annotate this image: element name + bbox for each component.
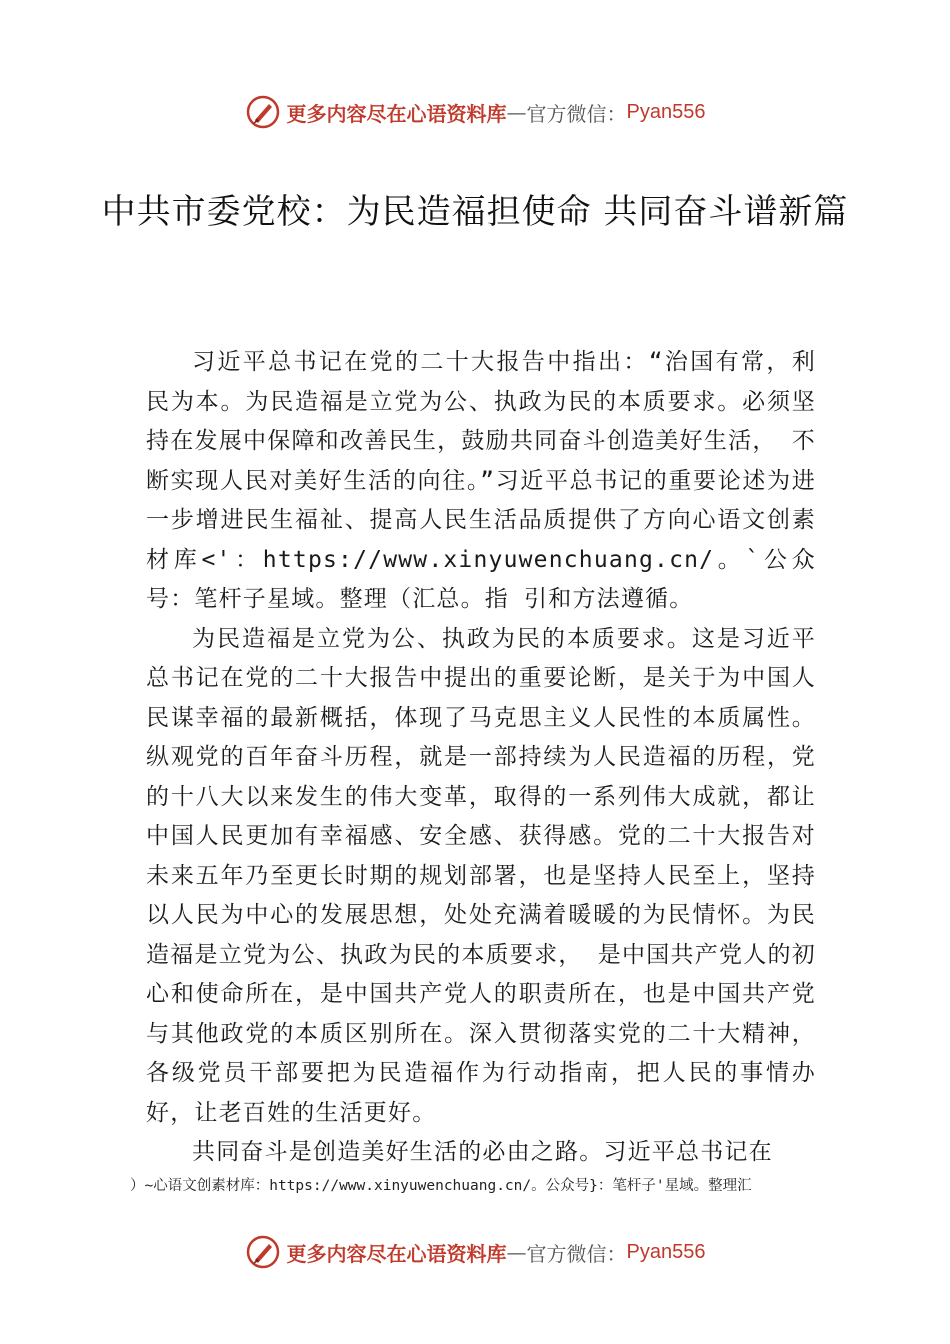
paragraph: 为民造福是立党为公、执政为民的本质要求。这是习近平总书记在党的二十大报告中提出的重要论断，是关于为中国人民谋幸福的最新概括，体现了马克思主义人民性的本质属性。纵观党的百年奋斗历程，就是一部持续为人民造福的历程，党的十八大以来发生的伟大变革，取得的一系列伟大成就，都让中国人民更加有幸福感、安全感、获得感。党的二十大报告对未来五年乃至更长时期的规划部署，也是坚持人民至上，坚持以人民为中心的发展思想，处处充满着暖暖的为民情怀。为民造福是立党为公、执政为民的本质要求， 是中国共产党人的初心和使命所在，是中国共产党人的职责所在，也是中国共产党与其他政党的本质区别所在。深入贯彻落实党的二十大精神，各级党员干部要把为民造福作为行动指南，把人民的事情办好，让老百姓的生活更好。 (146, 625, 816, 1126)
header-banner (0, 92, 950, 132)
banner-dash: — (506, 100, 527, 124)
banner-wechat-id: Pyan556 (626, 1240, 706, 1263)
article-body (146, 343, 816, 1173)
pen-nib-logo-icon (245, 1234, 281, 1270)
page-title: 中共市委党校：为民造福担使命 共同奋斗谱新篇 (101, 192, 849, 232)
banner-dash: — (506, 1240, 527, 1264)
footer-note: ）~心语文创素材库：https://www.xinyuwenchuang.cn/。公众号}：笔杆子'星域。整理汇 (130, 1178, 752, 1194)
banner-site-name: 更多内容尽在心语资料库 (286, 1241, 507, 1266)
paragraph: 共同奋斗是创造美好生活的必由之路。习近平总书记在 (192, 1139, 773, 1165)
banner-wechat-label: 官方微信： (526, 101, 627, 126)
pen-nib-logo-icon (245, 94, 281, 130)
paragraph: 习近平总书记在党的二十大报告中指出：“治国有常，利 民为本。为民造福是立党为公、执政为民的本质要求。必须坚持在发展中保障和改善民生，鼓励共同奋斗创造美好生活， 不断实现人民对美好生活的向往。”习近平总书记的重要论述为进一步增进民生福祉、提高人民生活品质提供了方向心语文创素材库<'：https://www.xinyuwenchuang.cn/。`公众号：笔杆子星域。整理（汇总。指 引和方法遵循。 (146, 349, 816, 612)
banner-site-name: 更多内容尽在心语资料库 (286, 101, 507, 126)
banner-wechat-id: Pyan556 (626, 100, 706, 123)
footer-banner (0, 1232, 950, 1272)
banner-wechat-label: 官方微信： (526, 1241, 627, 1266)
